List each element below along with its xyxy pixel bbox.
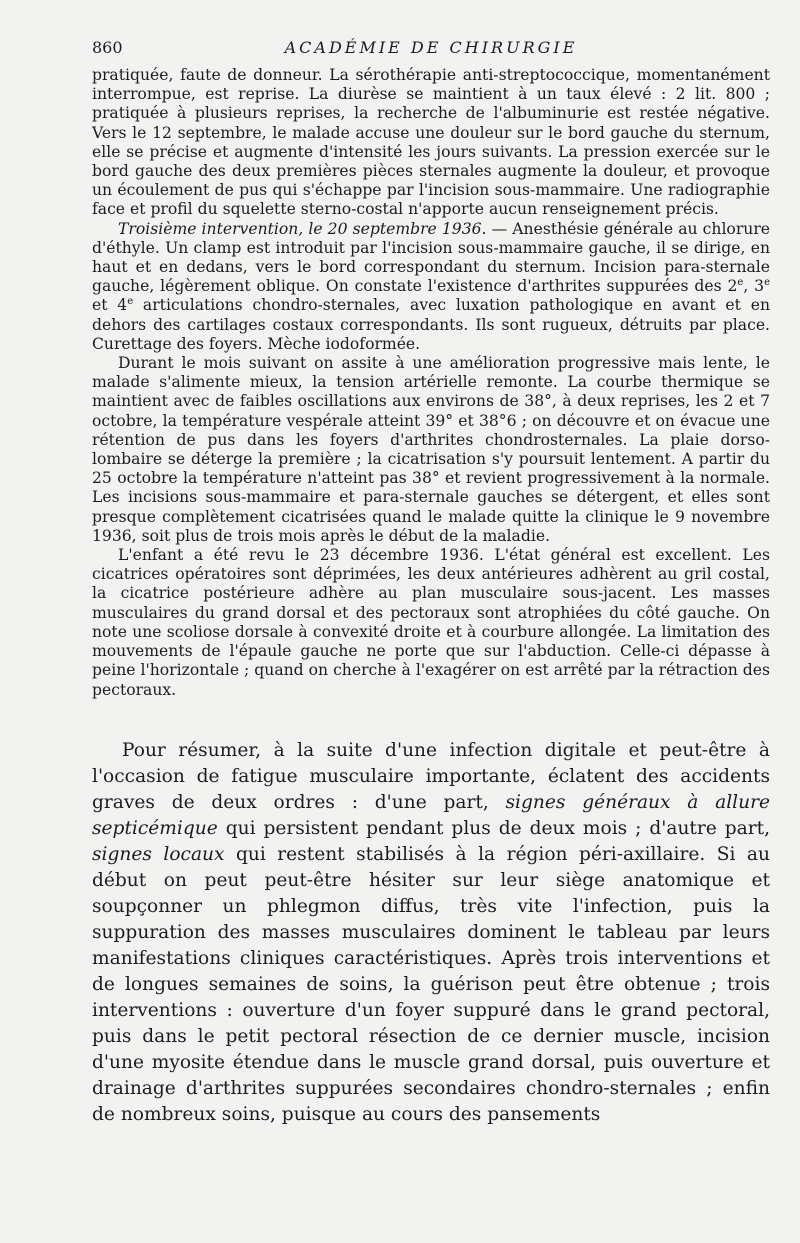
case-report: [92, 66, 770, 700]
summary-text-2: qui persistent pendant plus de deux mois ; d'autre part,: [217, 817, 770, 839]
summary-text-1: Pour résumer, à la suite d'une infection digitale et peut-être à l'occasion de fatigue musculaire importante, éclatent des accidents graves de deux ordres : d'une part,: [92, 739, 770, 813]
intervention-heading: Troisième intervention, le 20 septembre 1936.: [118, 219, 487, 238]
summary-section: [92, 738, 770, 1128]
summary-italic-2: signes locaux: [92, 843, 225, 865]
page-header: [92, 36, 770, 66]
intervention-text-a: — Anesthésie générale au chlorure d'éthyle. Un clamp est introduit par l'incision sous-mammaire gauche, il se dirige, en haut et en dedans, vers le bord correspondant du sternum. Incision para-sternale gauche, légèrement oblique. On constate l'existence d'arthrites suppurées des 2: [92, 219, 770, 296]
intervention-text-c: et 4: [92, 296, 128, 315]
summary-paragraph: [92, 738, 770, 1128]
superscript-2: e: [764, 277, 770, 289]
superscript-3: e: [127, 296, 134, 308]
running-head: ACADÉMIE DE CHIRURGIE: [284, 38, 578, 57]
superscript-1: e: [737, 277, 744, 289]
intervention-text-d: articulations chondro-sternales, avec luxation pathologique en avant et en dehors des cartilages costaux correspondants. Ils sont rugueux, détruits par place. Curettage des foyers. Mèche iodoformée.: [92, 296, 770, 353]
paragraph-following-month: Durant le mois suivant on assite à une amélioration progressive mais lente, le malade s'alimente mieux, la tension artérielle remonte. La courbe thermique se maintient avec de faibles oscillations aux environs de 38°, à deux reprises, les 2 et 7 octobre, la température vespérale atteint 39° et 38°6 ; on découvre et on évacue une rétention de pus dans les foyers d'arthrites chondrosternales. La plaie dorso-lombaire se déterge la première ; la cicatrisation s'y poursuit lentement. A partir du 25 octobre la température n'atteint pas 38° et revient progressivement à la normale. Les incisions sous-mammaire et para-sternale gauches se détergent, et elles sont presque complètement cicatrisées quand le malade quitte la clinique le 9 novembre 1936, soit plus de trois mois après le début de la maladie.: [92, 354, 770, 545]
paragraph-continuation: pratiquée, faute de donneur. La sérothérapie anti-streptococcique, momentanément interrompue, est reprise. La diurèse se maintient à un taux élevé : 2 lit. 800 ; pratiquée à plusieurs reprises, la recherche de l'albuminurie est restée négative. Vers le 12 septembre, le malade accuse une douleur sur le bord gauche du sternum, elle se précise et augmente d'intensité les jours suivants. La pression exercée sur le bord gauche des deux premières pièces sternales augmente la douleur, et provoque un écoulement de pus qui s'échappe par l'incision sous-mammaire. Une radiographie face et profil du squelette sterno-costal n'apporte aucun renseignement précis.: [92, 66, 770, 219]
page-number: 860: [92, 38, 123, 57]
summary-italic-1: signes généraux à allure septicémique: [92, 791, 770, 839]
intervention-text-b: , 3: [743, 277, 765, 296]
paragraph-third-intervention: [92, 220, 770, 354]
summary-text-3: qui restent stabilisés à la région péri-axillaire. Si au début on peut peut-être hésiter sur leur siège anatomique et soupçonner un phlegmon diffus, très vite l'infection, puis la suppuration des masses musculaires dominent le tableau par leurs manifestations cliniques caractéristiques. Après trois interventions et de longues semaines de soins, la guérison peut être obtenue ; trois interventions : ouverture d'un foyer suppuré dans le grand pectoral, puis dans le petit pectoral résection de ce dernier muscle, incision d'une myosite étendue dans le muscle grand dorsal, puis ouverture et drainage d'arthrites suppurées secondaires chondro-sternales ; enfin de nombreux soins, puisque au cours des pansements: [92, 843, 770, 1125]
paragraph-follow-up: L'enfant a été revu le 23 décembre 1936. L'état général est excellent. Les cicatrices opératoires sont déprimées, les deux antérieures adhèrent au gril costal, la cicatrice postérieure adhère au plan musculaire sous-jacent. Les masses musculaires du grand dorsal et des pectoraux sont atrophiées du côté gauche. On note une scoliose dorsale à convexité droite et à courbure allongée. La limitation des mouvements de l'épaule gauche ne porte que sur l'abduction. Celle-ci dépasse à peine l'horizontale ; quand on cherche à l'exagérer on est arrêté par la rétraction des pectoraux.: [92, 546, 770, 699]
